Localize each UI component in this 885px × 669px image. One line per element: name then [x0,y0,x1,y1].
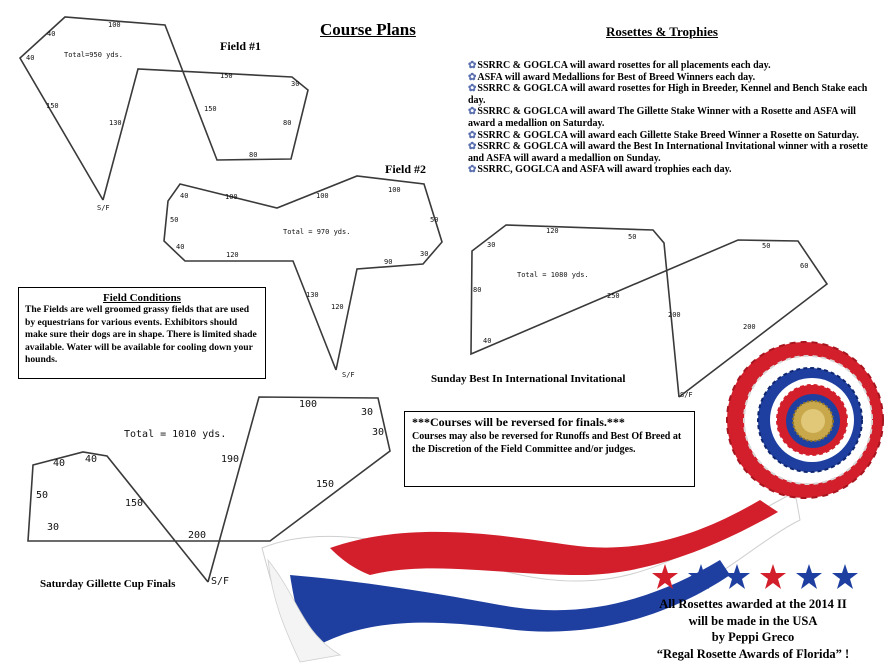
sunday-seg-5: 250 [607,292,620,300]
field1-seg-2: 40 [47,30,56,38]
award-item: ✿ SSRRC & GOGLCA will award each Gillette Stake Breed Winner a Rosette on Saturday. [468,130,878,142]
field1-seg-1: 100 [108,21,121,29]
saturday-seg-5: 40 [53,458,66,469]
sunday-seg-4: 80 [473,286,482,294]
field2-seg-12: 30 [420,250,429,258]
reversal-notice-box [404,411,695,487]
reversal-headline: ***Courses will be reversed for finals.*** [412,415,625,429]
sunday-seg-9: 50 [762,242,771,250]
saturday-seg-8: 30 [47,522,60,533]
footer-line: “Regal Rosette Awards of Florida” ! [656,646,850,661]
field2-seg-4: 100 [388,186,401,194]
star-icon [724,564,750,589]
footer-line: All Rosettes awarded at the 2014 II [659,597,847,611]
field2-seg-3: 100 [316,192,329,200]
field2-label: Field #2 [385,162,426,176]
footer-line: by Peppi Greco [711,630,795,644]
field2-seg-6: 50 [430,216,439,224]
field-conditions-title: Field Conditions [103,292,181,304]
award-item: ✿ SSRRC & GOGLCA will award rosettes for High in Breeder, Kennel and Bench Stake each day. [468,83,878,106]
footer-line: will be made in the USA [688,613,818,628]
field-conditions-body: The Fields are well groomed grassy fields that are used by equestrians for various events. Exhibitors should make sure their dogs are in shape. There is limited shade available. Water will be available for cooling down your hounds. [25,304,257,366]
field1-start-finish: S/F [97,204,110,212]
field1-seg-3: 40 [26,54,35,62]
field1-seg-8: 150 [204,105,217,113]
saturday-seg-1: 100 [299,399,318,410]
star-icon [688,564,714,589]
field2-seg-2: 100 [225,193,238,201]
field1-seg-9: 80 [283,119,292,127]
field1-total: Total=950 yds. [64,51,124,59]
field2-seg-5: 50 [170,216,179,224]
awards-title: Rosettes & Trophies [606,24,718,39]
sunday-seg-7: 200 [668,311,681,319]
sunday-label: Sunday Best In International Invitational [431,373,626,385]
saturday-seg-2: 30 [361,407,374,418]
field1-seg-6: 150 [220,72,233,80]
page-title: Course Plans [320,20,416,39]
saturday-start-finish: S/F [211,576,230,587]
award-item: ✿ SSRRC & GOGLCA will award the Best In International Invitational winner with a rosette and ASFA will award a medallion on Sunday. [468,141,878,164]
star-icon [796,564,822,589]
award-item: ✿ SSRRC, GOGLCA and ASFA will award trophies each day. [468,164,878,176]
field2-seg-8: 120 [226,251,239,259]
saturday-seg-3: 30 [372,427,385,438]
footer-text [628,596,878,662]
stars-row [652,563,864,591]
field1-course-path [20,17,308,200]
field-conditions-box [18,287,266,379]
star-icon [832,564,858,589]
saturday-seg-4: 190 [221,454,240,465]
field1-seg-10: 80 [249,151,258,159]
field2-total: Total = 970 yds. [283,228,351,236]
field1-seg-7: 30 [291,80,300,88]
field2-seg-10: 120 [331,303,344,311]
sunday-seg-1: 120 [546,227,559,235]
saturday-label: Saturday Gillette Cup Finals [40,578,176,590]
saturday-total: Total = 1010 yds. [124,429,227,440]
sunday-total: Total = 1080 yds. [517,271,589,279]
saturday-seg-11: 200 [188,530,207,541]
saturday-seg-6: 40 [85,454,98,465]
sunday-start-finish: S/F [680,391,693,399]
award-item: ✿ SSRRC & GOGLCA will award The Gillette Stake Winner with a Rosette and ASFA will award a medallion on Saturday. [468,106,878,129]
saturday-seg-9: 150 [125,498,144,509]
sunday-seg-2: 50 [628,233,637,241]
field2-seg-7: 40 [176,243,185,251]
star-icon [760,564,786,589]
field2-seg-1: 40 [180,192,189,200]
award-item: ✿ SSRRC & GOGLCA will award rosettes for all placements each day. [468,60,878,72]
field1-seg-4: 150 [46,102,59,110]
sunday-seg-3: 30 [487,241,496,249]
field2-seg-11: 90 [384,258,393,266]
field2-start-finish: S/F [342,371,355,379]
sunday-seg-6: 40 [483,337,492,345]
field1-seg-5: 130 [109,119,122,127]
awards-list [468,60,878,176]
sunday-seg-10: 60 [800,262,809,270]
award-item: ✿ ASFA will award Medallions for Best of Breed Winners each day. [468,72,878,84]
sunday-seg-8: 200 [743,323,756,331]
reversal-body: Courses may also be reversed for Runoffs and Best Of Breed at the Discretion of the Field Committee and/or judges. [412,430,682,455]
field2-seg-9: 130 [306,291,319,299]
saturday-seg-10: 150 [316,479,335,490]
saturday-seg-7: 50 [36,490,49,501]
star-icon [652,564,678,589]
field1-label: Field #1 [220,39,261,53]
